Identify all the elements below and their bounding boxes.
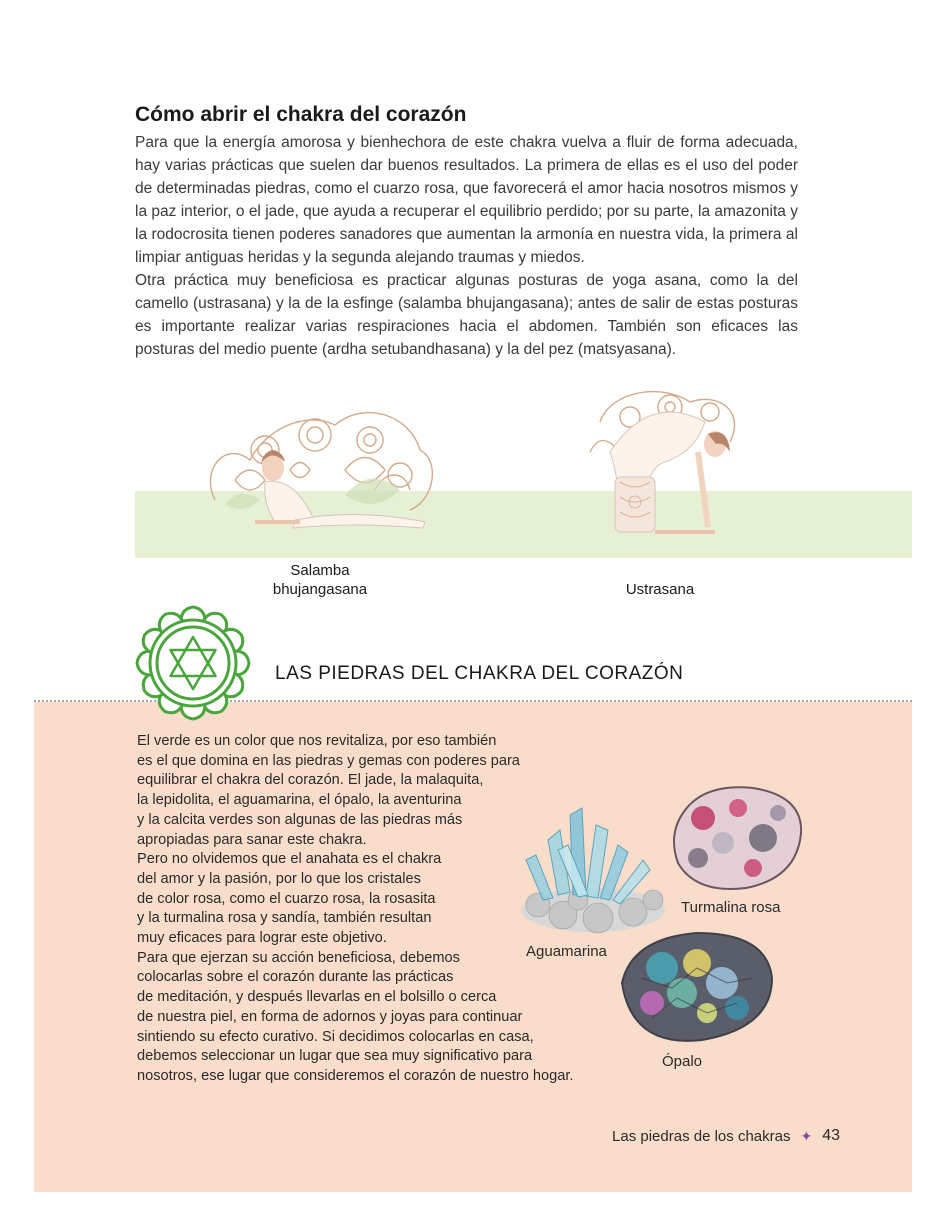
body-line: sintiendo su efecto curativo. Si decidimos colocarlas en casa, — [137, 1028, 534, 1045]
page-number: 43 — [822, 1127, 840, 1144]
body-line: colocarlas sobre el corazón durante las prácticas — [137, 969, 454, 986]
aquamarine-stone-image — [518, 800, 668, 935]
body-line: de meditación, y después llevarlas en el bolsillo o cerca — [137, 989, 497, 1006]
star-icon: ✦ — [800, 1127, 813, 1144]
caption-line: Salamba — [290, 562, 350, 579]
body-line: Pero no olvidemos que el anahata es el chakra — [137, 851, 442, 868]
body-line: la lepidolita, el aguamarina, el ópalo, la aventurina — [137, 792, 462, 809]
running-title: Las piedras de los chakras — [612, 1127, 791, 1145]
intro-paragraph-2: Otra práctica muy beneficiosa es practicar algunas posturas de yoga asana, como la del camello (ustrasana) y la de la esfinge (salamba bhujangasana); antes de salir de estas posturas es importante realizar varias respiraciones hacia el abdomen. También son eficaces las posturas del medio puente (ardha setubandhasana) y la del pez (matsyasana). — [135, 272, 798, 358]
body-line: y la turmalina rosa y sandía, también resultan — [137, 910, 432, 927]
body-line: equilibrar el chakra del corazón. El jade, la malaquita, — [137, 772, 484, 789]
body-line: y la calcita verdes son algunas de las piedras más — [137, 811, 463, 828]
label-opal: Ópalo — [662, 1053, 703, 1070]
body-line: es el que domina en las piedras y gemas con poderes para — [137, 752, 520, 769]
section-heading: Cómo abrir el chakra del corazón — [135, 103, 467, 126]
intro-paragraph-1: Para que la energía amorosa y bienhechora de este chakra vuelva a fluir de forma adecuada, hay varias prácticas que suelen dar buenos resultados. La primera de ellas es el uso del poder de determinadas piedras, como el cuarzo rosa, que favorecerá el amor hacia nosotros mismos y la paz interior, o el jade, que ayuda a recuperar el equilibrio perdido; por su parte, la amazonita y la rodocrosita tienen poderes sanadores que aumentan la armonía en nuestra vida, la primera al limpiar antiguas heridas y la segunda alejando traumas y miedos. — [135, 134, 798, 266]
label-aquamarine: Aguamarina — [526, 943, 607, 960]
tourmaline-stone-image — [668, 783, 803, 893]
caption-ustrasana: Ustrasana — [625, 581, 695, 598]
label-tourmaline: Turmalina rosa — [681, 899, 781, 916]
caption-salamba-bhujangasana — [250, 561, 390, 599]
stones-section-title: LAS PIEDRAS DEL CHAKRA DEL CORAZÓN — [275, 663, 684, 684]
intro-text — [135, 131, 798, 361]
body-line: del amor y la pasión, por lo que los cristales — [137, 870, 421, 887]
sphinx-pose-illustration — [195, 390, 445, 540]
opal-stone-image — [612, 928, 777, 1048]
caption-line: bhujangasana — [272, 581, 368, 598]
body-line: de nuestra piel, en forma de adornos y joyas para continuar — [137, 1008, 523, 1025]
body-line: apropiadas para sanar este chakra. — [137, 831, 367, 848]
body-line: nosotros, ese lugar que consideremos el corazón de nuestro hogar. — [137, 1067, 574, 1084]
body-line: de color rosa, como el cuarzo rosa, la rosasita — [137, 890, 436, 907]
body-line: muy eficaces para lograr este objetivo. — [137, 930, 387, 947]
heart-chakra-icon — [133, 602, 253, 724]
body-line: debemos seleccionar un lugar que sea muy significativo para — [137, 1048, 533, 1065]
camel-pose-illustration — [580, 382, 750, 547]
body-line: El verde es un color que nos revitaliza, por eso también — [137, 733, 497, 749]
body-line: Para que ejerzan su acción beneficiosa, debemos — [137, 949, 460, 966]
page-footer — [612, 1127, 840, 1145]
